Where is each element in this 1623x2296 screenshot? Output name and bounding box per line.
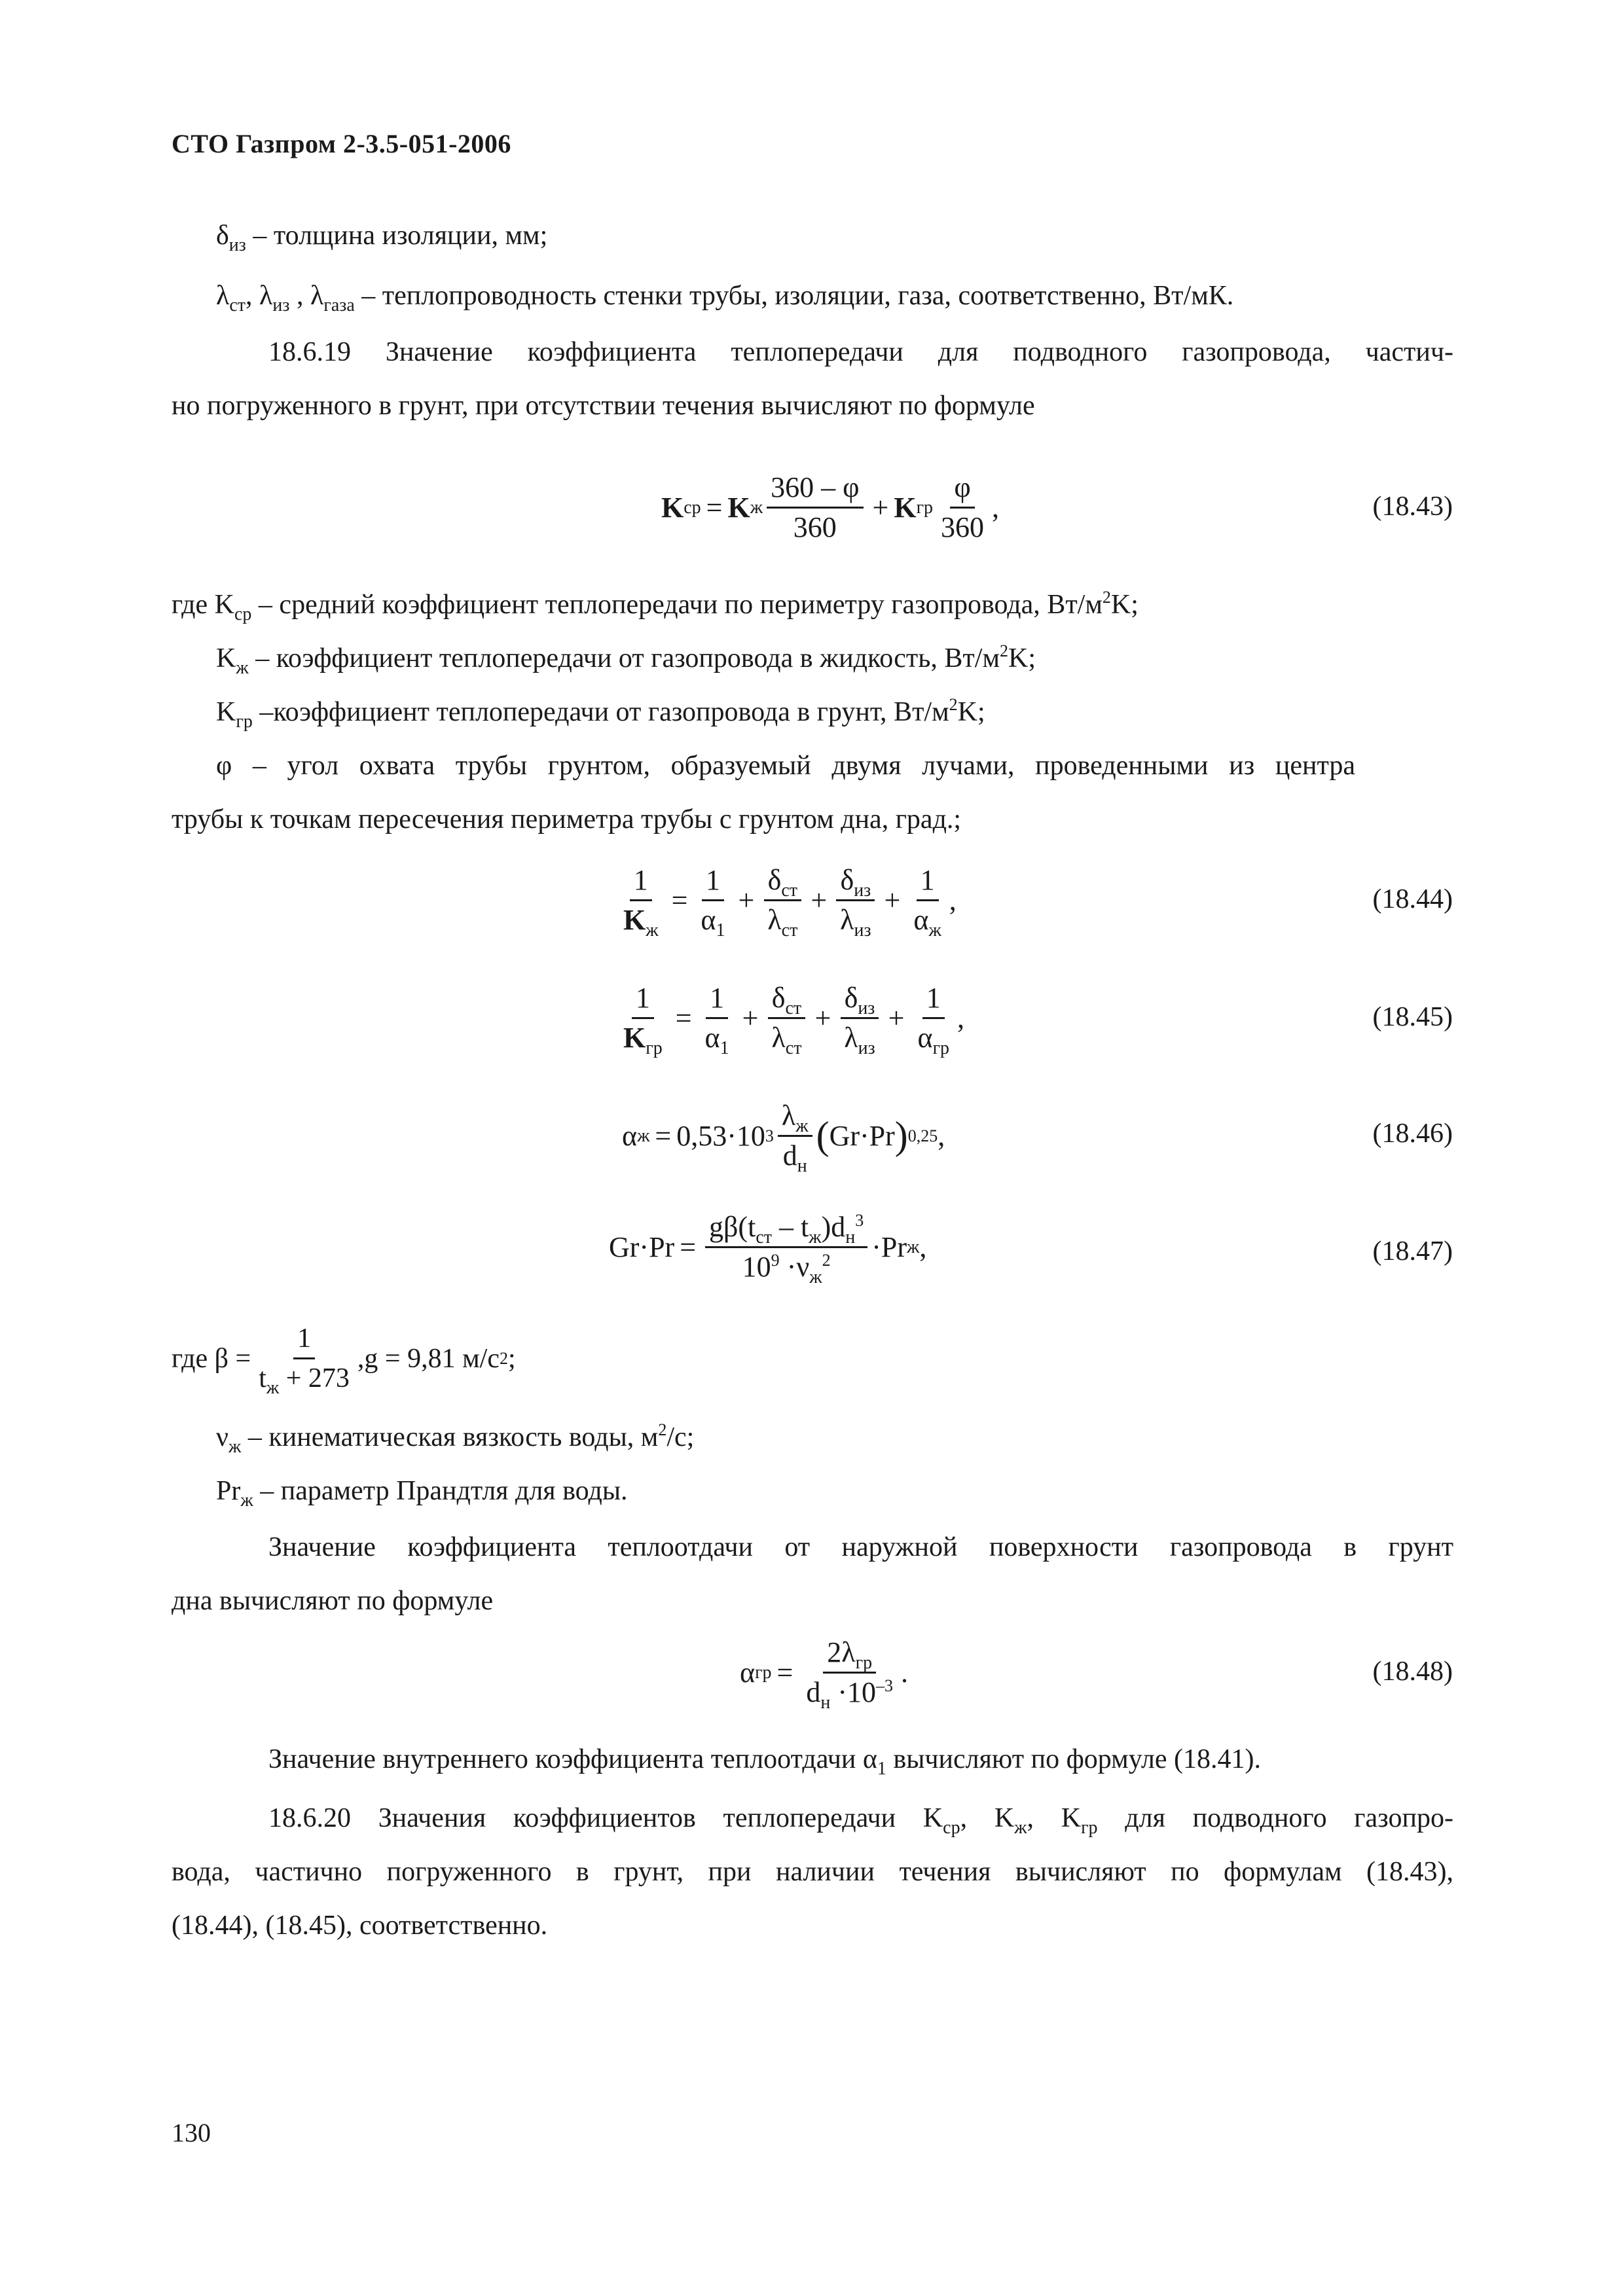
equation-number-18-44: (18.44) (1372, 884, 1453, 914)
paragraph-heat-line1: Значение коэффициента теплоотдачи от наружной поверхности газопровода в грунт (268, 1532, 1453, 1562)
definition-delta-insulation: $\delta_{из}$ – толщина изоляции, мм; (216, 221, 548, 255)
equation-18-45: $\frac{1}{K_{гр}}$ = $\frac{1}{\alpha_1}$ + $\frac{\delta_{ст}}{\lambda_{ст}}$ + $\frac{\delta_{из}}{\lambda_{из}}$ + $\frac{1}{\alpha_{гр}}$ , (623, 982, 965, 1058)
definition-k-avg: где $K_{ср}$ – средний коэффициент теплопередачи по периметру газопровода, $Вт/м^2K$; (172, 588, 1139, 624)
equation-number-18-43: (18.43) (1372, 492, 1453, 522)
definition-phi-line1: φ – угол охвата трубы грунтом, образуемый двумя лучами, проведенными из центра (216, 751, 1355, 781)
paragraph-18-6-19-line2: но погруженного в грунт, при отсутствии течения вычисляют по формуле (172, 391, 1035, 421)
fraction: $\frac{360 - \varphi}{360}$ (767, 471, 863, 544)
beta-definition: где β = $\frac{1}{t_ж + 273}$ , g = 9,81 м/с 2 ; (172, 1323, 516, 1398)
definition-lambdas: $\lambda_{ст}$, $\lambda_{из}$ , $\lambda_{газа}$ – теплопроводность стенки трубы, изоляции, газа, соответственно, Вт/мК. (216, 281, 1234, 315)
equation-number-18-45: (18.45) (1372, 1002, 1453, 1032)
paragraph-18-6-19-line1: 18.6.19 Значение коэффициента теплопередачи для подводного газопровода, частич- (268, 337, 1453, 367)
paragraph-18-6-20-line2: вода, частично погруженного в грунт, при наличии течения вычисляют по формулам (18.43), (172, 1857, 1453, 1887)
equation-number-18-48: (18.48) (1372, 1657, 1453, 1687)
equation-number-18-46: (18.46) (1372, 1119, 1453, 1149)
equation-18-46: α ж = 0,53·10 3 $\frac{\lambda_ж}{d_н}$ ( Gr·Pr ) 0,25 , (622, 1100, 945, 1176)
fraction: $\frac{\varphi}{360}$ (941, 471, 985, 543)
definition-nu: $\nu_ж$ – кинематическая вязкость воды, $м^2/с$; (216, 1420, 695, 1457)
equation-18-48: α гр = $\frac{2\lambda_{гр}}{d_н \cdot 10^{-3}}$ . (740, 1636, 909, 1713)
definition-k-ground: $K_{гр}$ –коэффициент теплопередачи от газопровода в грунт, $Вт/м^2K$; (216, 695, 985, 732)
paragraph-18-6-20-line3: (18.44), (18.45), соответственно. (172, 1910, 548, 1941)
equation-18-47: Gr·Pr = $\frac{g\beta(t_{ст} - t_ж)d_н^3}{10^9 \cdot\nu_ж^2}$ ·Pr ж , (609, 1211, 927, 1287)
inner-coefficient-line: Значение внутреннего коэффициента теплоотдачи $\alpha_1$ вычисляют по формуле (18.41). (268, 1744, 1261, 1779)
definition-phi-line2: трубы к точкам пересечения периметра трубы с грунтом дна, град.; (172, 804, 962, 834)
equation-18-44: $\frac{1}{K_ж}$ = $\frac{1}{\alpha_1}$ + $\frac{\delta_{ст}}{\lambda_{ст}}$ + $\frac{\delta_{из}}{\lambda_{из}}$ + $\frac{1}{\alpha_ж}$ , (623, 864, 957, 941)
document-header: СТО Газпром 2-3.5-051-2006 (172, 129, 511, 158)
paragraph-heat-line2: дна вычисляют по формуле (172, 1586, 494, 1616)
paragraph-18-6-20-line1: 18.6.20 Значения коэффициентов теплопередачи $K_{ср}$, $K_ж$, $K_{гр}$ для подводного газопро- (268, 1803, 1453, 1838)
definition-k-liquid: $K_ж$ – коэффициент теплопередачи от газопровода в жидкость, $Вт/м^2K$; (216, 641, 1036, 678)
equation-number-18-47: (18.47) (1372, 1236, 1453, 1266)
page-number: 130 (172, 2118, 211, 2147)
equation-18-43: K ср = K ж $\frac{360 - \varphi}{360}$ + K гр $\frac{\varphi}{360}$ , (661, 471, 1000, 543)
definition-prandtl: $Pr_ж$ – параметр Прандтля для воды. (216, 1476, 628, 1511)
